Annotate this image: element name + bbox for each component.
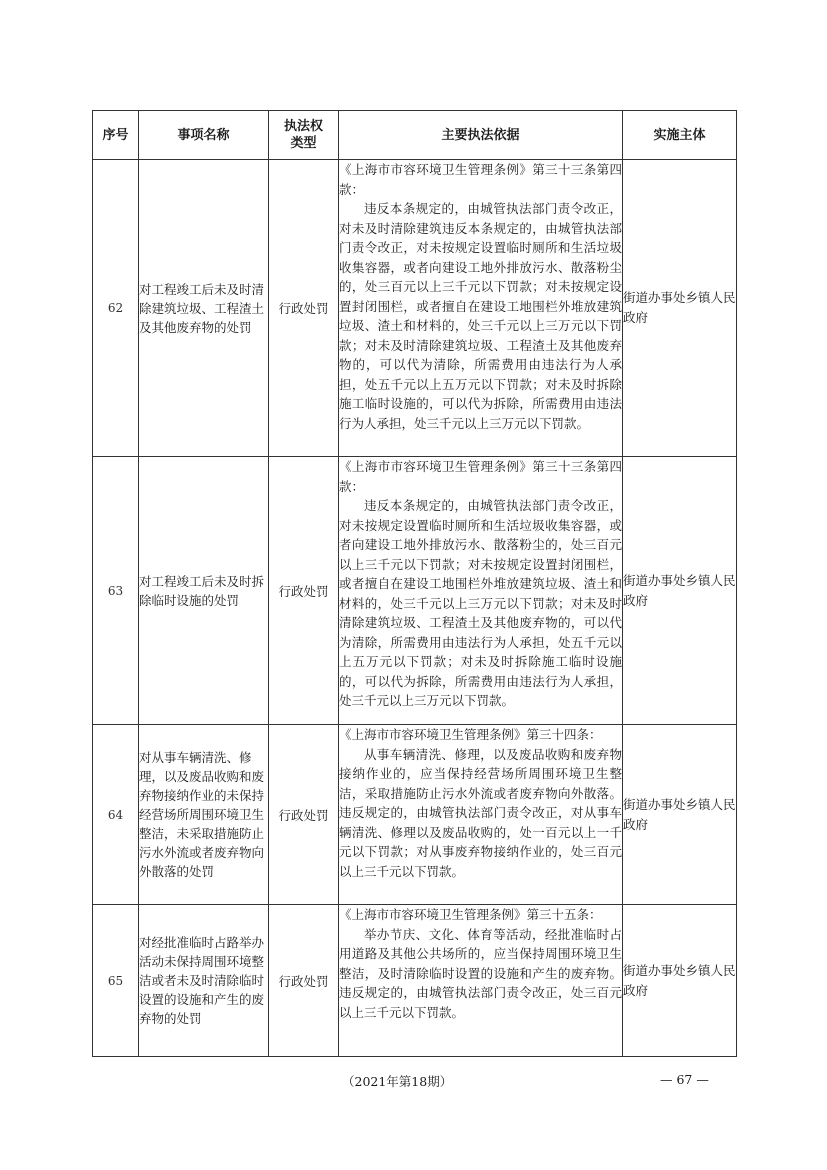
row-agency: 街道办事处乡镇人民政府: [623, 905, 737, 1057]
table-header-row: [93, 111, 737, 160]
basis-text: 违反本条规定的，由城管执法部门责令改正，对未按规定设置临时厕所和生活垃圾收集容器，或者向建设工地外排放污水、散落粉尘的，处三百元以上三千元以下罚款；对未按规定设置封闭围栏，或者擅自在建设工地围栏外堆放建筑垃圾、渣土和材料的，处三千元以上三万元以下罚款；对未及时清除建筑垃圾、工程渣土及其他废弃物的，可以代为清除，所需费用由违法行为人承担，处五千元以上五万元以下罚款；对未及时拆除施工临时设施的，可以代为拆除，所需费用由违法行为人承担，处三千元以上三万元以下罚款。: [339, 498, 622, 708]
table-row: [93, 905, 737, 1057]
row-agency: 街道办事处乡镇人民政府: [623, 160, 737, 457]
row-item-name: 对从事车辆清洗、修理，以及废品收购和废弃物接纳作业的未保持经营场所周围环境卫生整洁，未采取措施防止污水外流或者废弃物向外散落的处罚: [139, 725, 269, 905]
basis-title: 《上海市市容环境卫生管理条例》第三十四条：: [339, 727, 602, 742]
table-row: [93, 725, 737, 905]
row-seq: 63: [93, 457, 139, 725]
basis-text: 举办节庆、文化、体育等活动，经批准临时占用道路及其他公共场所的，应当保持周围环境卫生整洁，及时清除临时设置的设施和产生的废弃物。违反规定的，由城管执法部门责令改正，处三百元以上三千元以下罚款。: [339, 926, 622, 1020]
row-seq: 65: [93, 905, 139, 1057]
row-power-type: 行政处罚: [269, 160, 339, 457]
table-row: [93, 457, 737, 725]
basis-title: 《上海市市容环境卫生管理条例》第三十三条第四款：: [339, 459, 622, 494]
row-agency: 街道办事处乡镇人民政府: [623, 457, 737, 725]
header-power-type-label: 执法权类型: [283, 119, 323, 151]
row-item-name: 对工程竣工后未及时清除建筑垃圾、工程渣土及其他废弃物的处罚: [139, 160, 269, 457]
row-item-name: 对经批准临时占路举办活动未保持周围环境整洁或者未及时清除临时设置的设施和产生的废弃物的处罚: [139, 905, 269, 1057]
header-agency: 实施主体: [623, 111, 737, 160]
page-number: — 67 —: [660, 1072, 709, 1087]
row-seq: 64: [93, 725, 139, 905]
basis-text: 从事车辆清洗、修理，以及废品收购和废弃物接纳作业的，应当保持经营场所周围环境卫生整洁，采取措施防止污水外流或者废弃物向外散落。违反规定的，由城管执法部门责令改正，对从事车辆清洗、修理以及废品收购的，处一百元以上一千元以下罚款；对从事废弃物接纳作业的，处三百元以上三千元以下罚款。: [339, 746, 622, 879]
table-row: [93, 160, 737, 457]
row-basis: [339, 725, 623, 905]
row-basis: [339, 160, 623, 457]
header-seq: 序号: [93, 111, 139, 160]
row-basis: [339, 905, 623, 1057]
basis-title: 《上海市市容环境卫生管理条例》第三十五条：: [339, 907, 602, 922]
header-power-type: [269, 111, 339, 160]
row-power-type: 行政处罚: [269, 905, 339, 1057]
row-agency: 街道办事处乡镇人民政府: [623, 725, 737, 905]
issue-number: （2021年第18期）: [342, 1074, 453, 1089]
row-power-type: 行政处罚: [269, 725, 339, 905]
row-basis: [339, 457, 623, 725]
basis-text: 违反本条规定的，由城管执法部门责令改正，对未及时清除建筑违反本条规定的，由城管执法部门责令改正，对未按规定设置临时厕所和生活垃圾收集容器，或者向建设工地外排放污水、散落粉尘的，处三百元以上三千元以下罚款；对未按规定设置封闭围栏，或者擅自在建设工地围栏外堆放建筑垃圾、渣土和材料的，处三千元以上三万元以下罚款；对未及时清除建筑垃圾、工程渣土及其他废弃物的，可以代为清除，所需费用由违法行为人承担，处五千元以上五万元以下罚款；对未及时拆除施工临时设施的，可以代为拆除，所需费用由违法行为人承担，处三千元以上三万元以下罚款。: [339, 201, 622, 431]
header-basis: 主要执法依据: [339, 111, 623, 160]
basis-title: 《上海市市容环境卫生管理条例》第三十三条第四款：: [339, 162, 622, 197]
header-item-name: 事项名称: [139, 111, 269, 160]
row-power-type: 行政处罚: [269, 457, 339, 725]
enforcement-table: [92, 110, 737, 1057]
row-item-name: 对工程竣工后未及时拆除临时设施的处罚: [139, 457, 269, 725]
row-seq: 62: [93, 160, 139, 457]
